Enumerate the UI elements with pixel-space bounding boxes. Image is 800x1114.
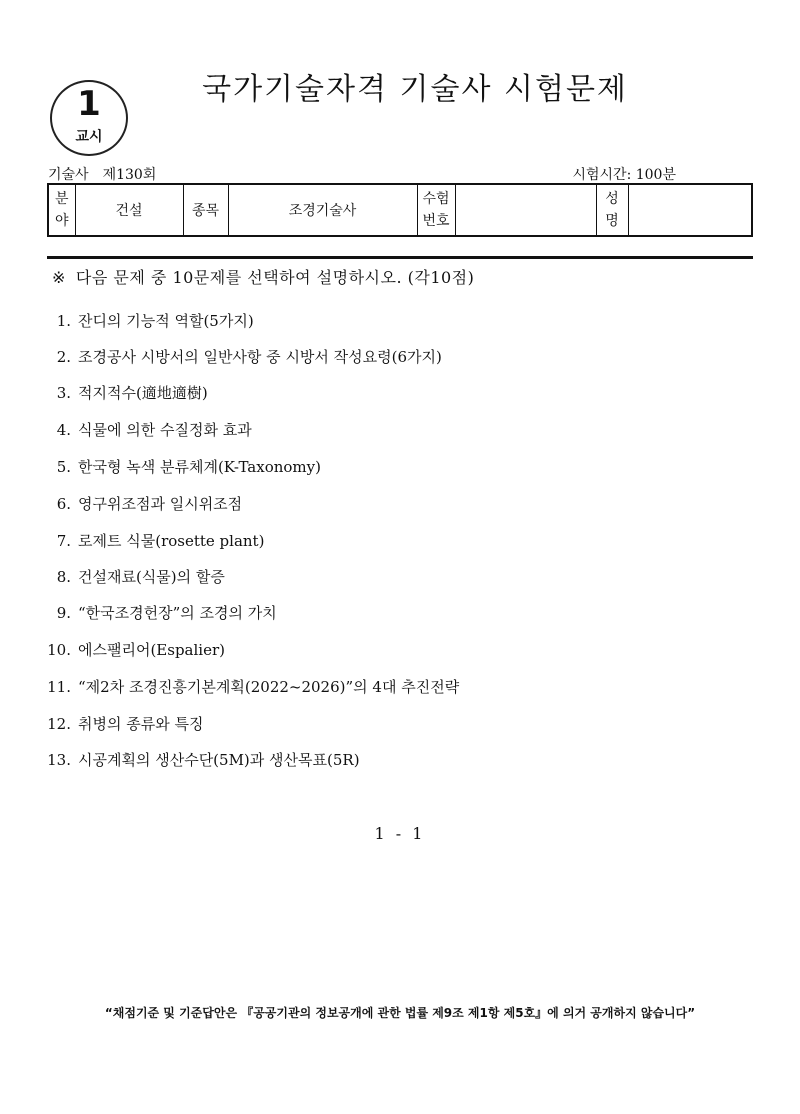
divider [47, 256, 753, 259]
question-text: 적지적수(適地適樹) [78, 384, 208, 402]
question-text: 영구위조점과 일시위조점 [78, 495, 243, 513]
session-badge [50, 80, 128, 156]
question-number: 4. [56, 421, 71, 439]
question-item [40, 493, 242, 515]
question-text: 시공계획의 생산수단(5M)과 생산목표(5R) [78, 751, 360, 769]
question-number: 1. [56, 312, 71, 330]
exam-time: 시험시간: 100분 [572, 167, 676, 183]
question-item [40, 419, 252, 441]
question-item [40, 639, 225, 661]
instruction-text: 다음 문제 중 10문제를 선택하여 설명하시오. (각10점) [75, 268, 475, 287]
question-text: “제2차 조경진흥기본계획(2022~2026)”의 4대 추진전략 [78, 678, 460, 696]
question-number: 9. [56, 604, 71, 622]
question-text: “한국조경헌장”의 조경의 가치 [78, 604, 277, 622]
disclosure-notice: “채점기준 및 기준답안은 『공공기관의 정보공개에 관한 법률 제9조 제1항 제5호』에 의거 공개하지 않습니다” [104, 1006, 696, 1020]
item-label-cell: 종목 [183, 184, 228, 236]
question-number: 8. [56, 568, 71, 586]
question-item [40, 676, 459, 698]
name-label-cell [596, 184, 628, 236]
question-item [40, 310, 254, 332]
exam-category: 기술사 [48, 167, 89, 183]
exam-round: 제130회 [102, 167, 157, 183]
question-item [40, 456, 321, 478]
exam-number-label-cell [417, 184, 455, 236]
question-number: 10. [47, 641, 71, 659]
page-title: 국가기술자격 기술사 시험문제 [202, 72, 628, 107]
exam-number-label-bottom: 번호 [422, 213, 450, 229]
item-value-cell: 조경기술사 [228, 184, 417, 236]
question-number: 6. [56, 495, 71, 513]
question-number: 11. [47, 678, 71, 696]
question-item [40, 530, 264, 552]
question-item [40, 749, 360, 771]
question-item [40, 566, 225, 588]
question-text: 로제트 식물(rosette plant) [78, 532, 265, 550]
question-text: 에스팰리어(Espalier) [78, 641, 225, 659]
exam-info-table [47, 183, 753, 237]
field-label-bottom: 야 [54, 213, 69, 229]
session-number: 1 [77, 84, 101, 124]
exam-number-label-top: 수험 [422, 191, 450, 207]
question-number: 12. [47, 715, 71, 733]
session-label: 교시 [75, 129, 103, 145]
reference-mark-icon: ※ [52, 268, 66, 287]
page-number: 1 - 1 [374, 824, 426, 843]
name-label-top: 성 [605, 191, 619, 207]
question-item [40, 382, 208, 404]
field-label-cell [48, 184, 75, 236]
question-item [40, 602, 277, 624]
field-label-top: 분 [54, 191, 69, 207]
question-number: 7. [56, 532, 71, 550]
question-text: 건설재료(식물)의 할증 [78, 568, 225, 586]
question-text: 조경공사 시방서의 일반사항 중 시방서 작성요령(6가지) [78, 348, 442, 366]
name-label-bottom: 명 [605, 213, 619, 229]
question-text: 취병의 종류와 특징 [78, 715, 204, 733]
field-value-cell: 건설 [75, 184, 183, 236]
question-number: 5. [56, 458, 71, 476]
question-text: 잔디의 기능적 역할(5가지) [78, 312, 254, 330]
question-item [40, 346, 442, 368]
question-number: 2. [56, 348, 71, 366]
name-field[interactable] [628, 184, 752, 236]
question-text: 식물에 의한 수질정화 효과 [78, 421, 252, 439]
exam-meta-left [48, 164, 156, 184]
question-item [40, 713, 203, 735]
question-number: 3. [56, 384, 71, 402]
question-text: 한국형 녹색 분류체계(K-Taxonomy) [78, 458, 321, 476]
instruction [52, 266, 474, 290]
question-number: 13. [47, 751, 71, 769]
exam-number-field[interactable] [455, 184, 596, 236]
